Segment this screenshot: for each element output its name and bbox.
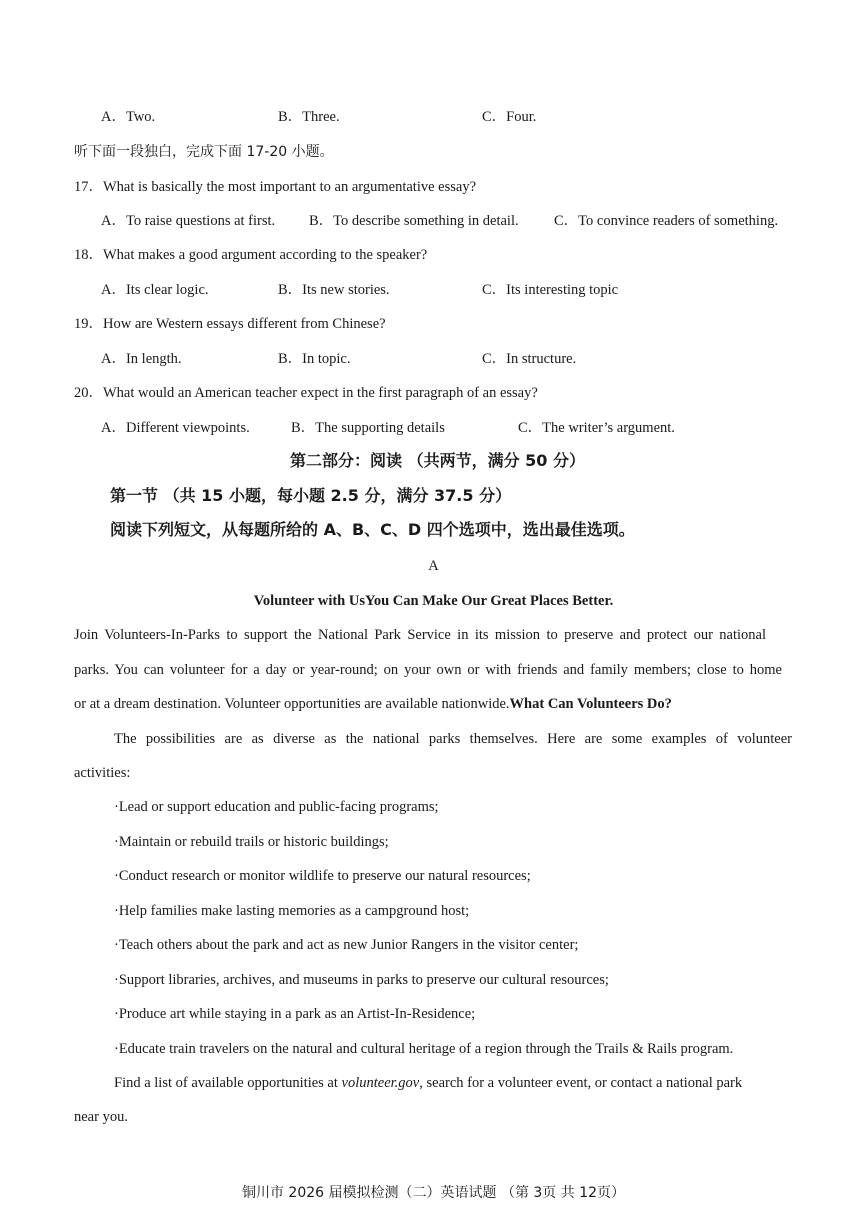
activity-bullet: ·Produce art while staying in a park as an Artist-In-Residence;: [114, 1006, 476, 1022]
question-17-stem: 17．What is basically the most important to an argumentative essay?: [74, 179, 477, 195]
part2-title: 第二部分：阅读 （共两节，满分 50 分）: [290, 451, 585, 470]
question-20-option-c: C．The writer’s argument.: [518, 420, 675, 436]
question-19-option-c: C．In structure.: [482, 351, 577, 367]
section1-title: 第一节 （共 15 小题，每小题 2.5 分，满分 37.5 分）: [110, 486, 512, 505]
passage-intro-line-1: Join Volunteers-In-Parks to support the National Park Service in its mission to preserve and protect our national: [74, 627, 766, 643]
volunteer-site: volunteer.gov: [341, 1075, 420, 1091]
question-19-option-a: A．In length.: [101, 351, 182, 367]
question-17-option-c: C．To convince readers of something.: [554, 213, 779, 229]
section1-instruction: 阅读下列短文，从每题所给的 A、B、C、D 四个选项中，选出最佳选项。: [110, 520, 635, 539]
activity-bullet: ·Conduct research or monitor wildlife to preserve our natural resources;: [114, 868, 531, 884]
question-19-option-b: B．In topic.: [278, 351, 351, 367]
passage-para2-line-2: activities:: [74, 765, 131, 781]
closing-prefix: Find a list of available opportunities at: [114, 1075, 342, 1091]
activity-bullet: ·Educate train travelers on the natural and cultural heritage of a region through the Trails & Rails program.: [114, 1041, 734, 1057]
activity-bullet: ·Help families make lasting memories as a campground host;: [114, 903, 470, 919]
monologue-intro: 听下面一段独白，完成下面 17-20 小题。: [74, 144, 334, 160]
question-20-stem: 20．What would an American teacher expect in the first paragraph of an essay?: [74, 385, 538, 401]
activity-bullet: ·Lead or support education and public-facing programs;: [114, 799, 439, 815]
passage-title: Volunteer with UsYou Can Make Our Great Places Better.: [253, 593, 614, 609]
question-18-option-c: C．Its interesting topic: [482, 282, 619, 298]
passage-closing-line-2: near you.: [74, 1109, 128, 1125]
activity-bullet: ·Support libraries, archives, and museums in parks to preserve our cultural resources;: [114, 972, 609, 988]
question-20-option-b: B．The supporting details: [291, 420, 445, 436]
q16-option-b: B．Three.: [278, 109, 340, 125]
activity-bullet: ·Teach others about the park and act as new Junior Rangers in the visitor center;: [114, 937, 579, 953]
question-17-option-a: A．To raise questions at first.: [101, 213, 276, 229]
closing-suffix: , search for a volunteer event, or contact a national park: [419, 1075, 743, 1091]
passage-subheading: What Can Volunteers Do?: [509, 696, 672, 712]
question-20-option-a: A．Different viewpoints.: [101, 420, 250, 436]
passage-para2-line-1: The possibilities are as diverse as the national parks themselves. Here are some examples of volunteer: [114, 731, 792, 747]
passage-label: A: [428, 558, 439, 574]
passage-intro-line-2: parks. You can volunteer for a day or year-round; on your own or with friends and family members; close to home: [74, 662, 782, 678]
activity-bullet: ·Maintain or rebuild trails or historic buildings;: [114, 834, 389, 850]
question-19-stem: 19．How are Western essays different from Chinese?: [74, 316, 386, 332]
question-17-option-b: B．To describe something in detail.: [309, 213, 519, 229]
passage-intro-text: or at a dream destination. Volunteer opportunities are available nationwide.: [74, 696, 510, 712]
question-18-option-b: B．Its new stories.: [278, 282, 390, 298]
passage-closing-line-1: [114, 1074, 742, 1092]
question-18-option-a: A．Its clear logic.: [101, 282, 209, 298]
question-18-stem: 18．What makes a good argument according to the speaker?: [74, 247, 428, 263]
page-footer: 铜川市 2026 届模拟检测（二）英语试题 （第 3页 共 12页）: [241, 1185, 626, 1201]
q16-option-c: C．Four.: [482, 109, 537, 125]
q16-option-a: A．Two.: [101, 109, 156, 125]
passage-intro-line-3: [74, 695, 672, 713]
